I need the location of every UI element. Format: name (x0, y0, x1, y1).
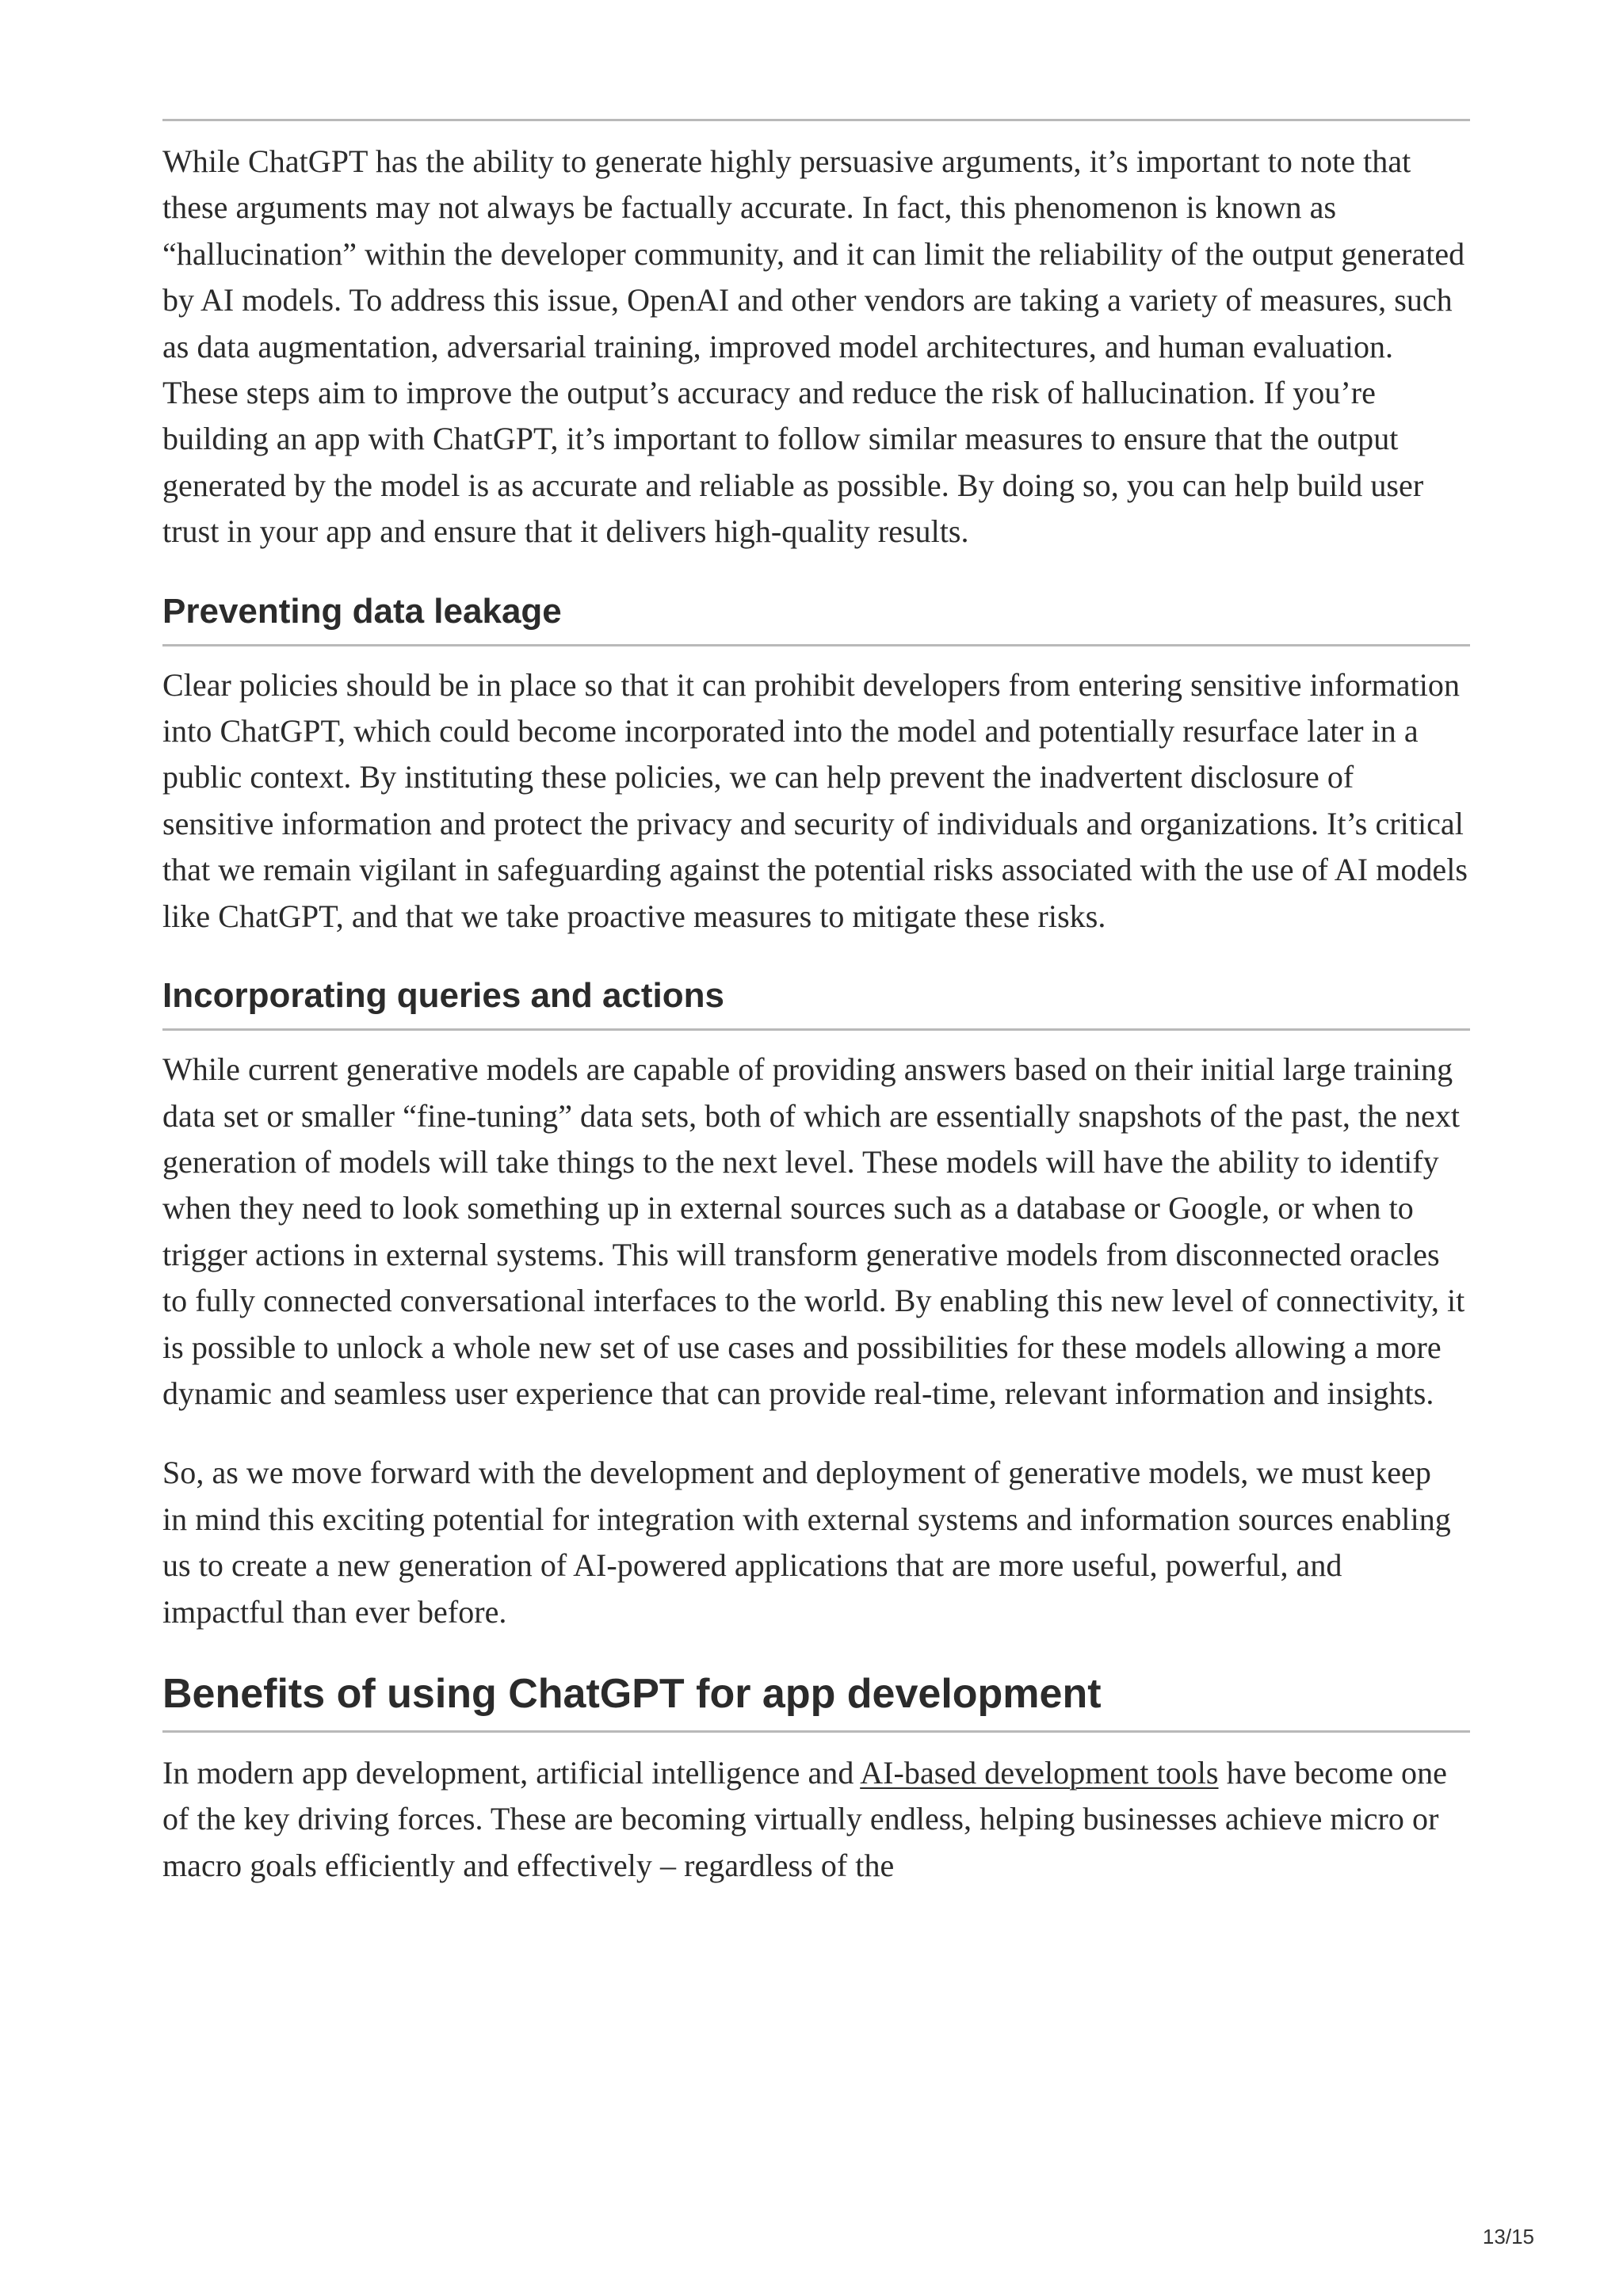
benefits-text-start: In modern app development, artificial intelligence and (162, 1754, 861, 1791)
document-page (162, 119, 1470, 1889)
page-number: 13/15 (1482, 2225, 1534, 2248)
paragraph-benefits (162, 1750, 1470, 1889)
ai-based-development-tools-link[interactable]: AI-based development tools (860, 1754, 1219, 1791)
heading-preventing-data-leakage: Preventing data leakage (162, 589, 1470, 646)
benefits-text-end: have become one of the key driving forces. These are becoming virtually endless, helping businesses achieve micro or macro goals efficiently and effectively – regardless of the (162, 1754, 1447, 1883)
top-divider (162, 119, 1470, 121)
heading-benefits: Benefits of using ChatGPT for app development (162, 1669, 1470, 1733)
paragraph-queries-2: So, as we move forward with the development and deployment of generative models, we must keep in mind this exciting potential for integration with external systems and information sources enabling us to create a new generation of AI-powered applications that are more useful, powerful, and impactful than ever before. (162, 1455, 1451, 1630)
paragraph-data-leakage: Clear policies should be in place so that it can prohibit developers from entering sensitive information into ChatGPT, which could become incorporated into the model and potentially resurface later in a public context. By instituting these policies, we can help prevent the inadvertent disclosure of sensitive information and protect the privacy and security of individuals and organizations. It’s critical that we remain vigilant in safeguarding against the potential risks associated with the use of AI models like ChatGPT, and that we take proactive measures to mitigate these risks. (162, 666, 1468, 934)
heading-incorporating-queries: Incorporating queries and actions (162, 973, 1470, 1031)
paragraph-hallucination: While ChatGPT has the ability to generate highly persuasive arguments, it’s important to note that these arguments may not always be factually accurate. In fact, this phenomenon is known as “hallucination” within the developer community, and it can limit the reliability of the output generated by AI models. To address this issue, OpenAI and other vendors are taking a variety of measures, such as data augmentation, adversarial training, improved model architectures, and human evaluation. These steps aim to improve the output’s accuracy and reduce the risk of hallucination. If you’re building an app with ChatGPT, it’s important to follow similar measures to ensure that the output generated by the model is as accurate and reliable as possible. By doing so, you can help build user trust in your app and ensure that it delivers high-quality results. (162, 143, 1465, 550)
paragraph-queries-1: While current generative models are capable of providing answers based on their initial large training data set or smaller “fine-tuning” data sets, both of which are essentially snapshots of the past, the next generation of models will take things to the next level. These models will have the ability to identify when they need to look something up in external sources such as a database or Google, or when to trigger actions in external systems. This will transform generative models from disconnected oracles to fully connected conversational interfaces to the world. By enabling this new level of connectivity, it is possible to unlock a whole new set of use cases and possibilities for these models allowing a more dynamic and seamless user experience that can provide real-time, relevant information and insights. (162, 1051, 1465, 1411)
